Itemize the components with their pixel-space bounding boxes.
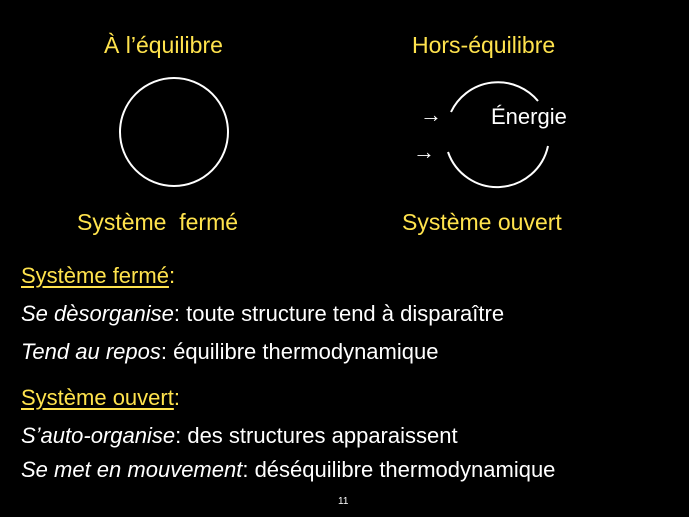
left-caption: Système fermé <box>77 209 239 235</box>
closed-heading <box>21 263 175 289</box>
closed-line-1 <box>21 301 504 327</box>
open-line-1 <box>21 423 458 449</box>
open-line-2-term: Se met en mouvement <box>21 457 243 482</box>
right-caption: Système ouvert <box>402 209 562 235</box>
open-heading-colon: : <box>173 385 180 410</box>
energy-arrow-top: → <box>420 102 442 127</box>
energy-arrow-bottom: → <box>413 139 435 164</box>
closed-line-1-term: Se dèsorganise <box>21 301 174 326</box>
left-title: À l’équilibre <box>104 32 223 58</box>
energy-label: Énergie <box>491 104 567 129</box>
slide-number: 11 <box>338 496 349 507</box>
open-line-2 <box>21 457 555 483</box>
right-title: Hors-équilibre <box>412 32 556 58</box>
open-line-1-term: S’auto-organise <box>21 423 176 448</box>
open-line-2-rest: : déséquilibre thermodynamique <box>242 457 556 482</box>
open-heading-text: Système ouvert <box>21 385 174 410</box>
closed-line-2-rest: : équilibre thermodynamique <box>160 339 439 364</box>
closed-heading-text: Système fermé <box>21 263 169 288</box>
closed-heading-colon: : <box>168 263 176 288</box>
closed-line-2-term: Tend au repos <box>21 339 161 364</box>
closed-line-1-rest: : toute structure tend à disparaître <box>173 301 505 326</box>
open-line-1-rest: : des structures apparaissent <box>175 423 458 448</box>
open-heading <box>21 385 180 411</box>
closed-line-2 <box>21 339 438 365</box>
